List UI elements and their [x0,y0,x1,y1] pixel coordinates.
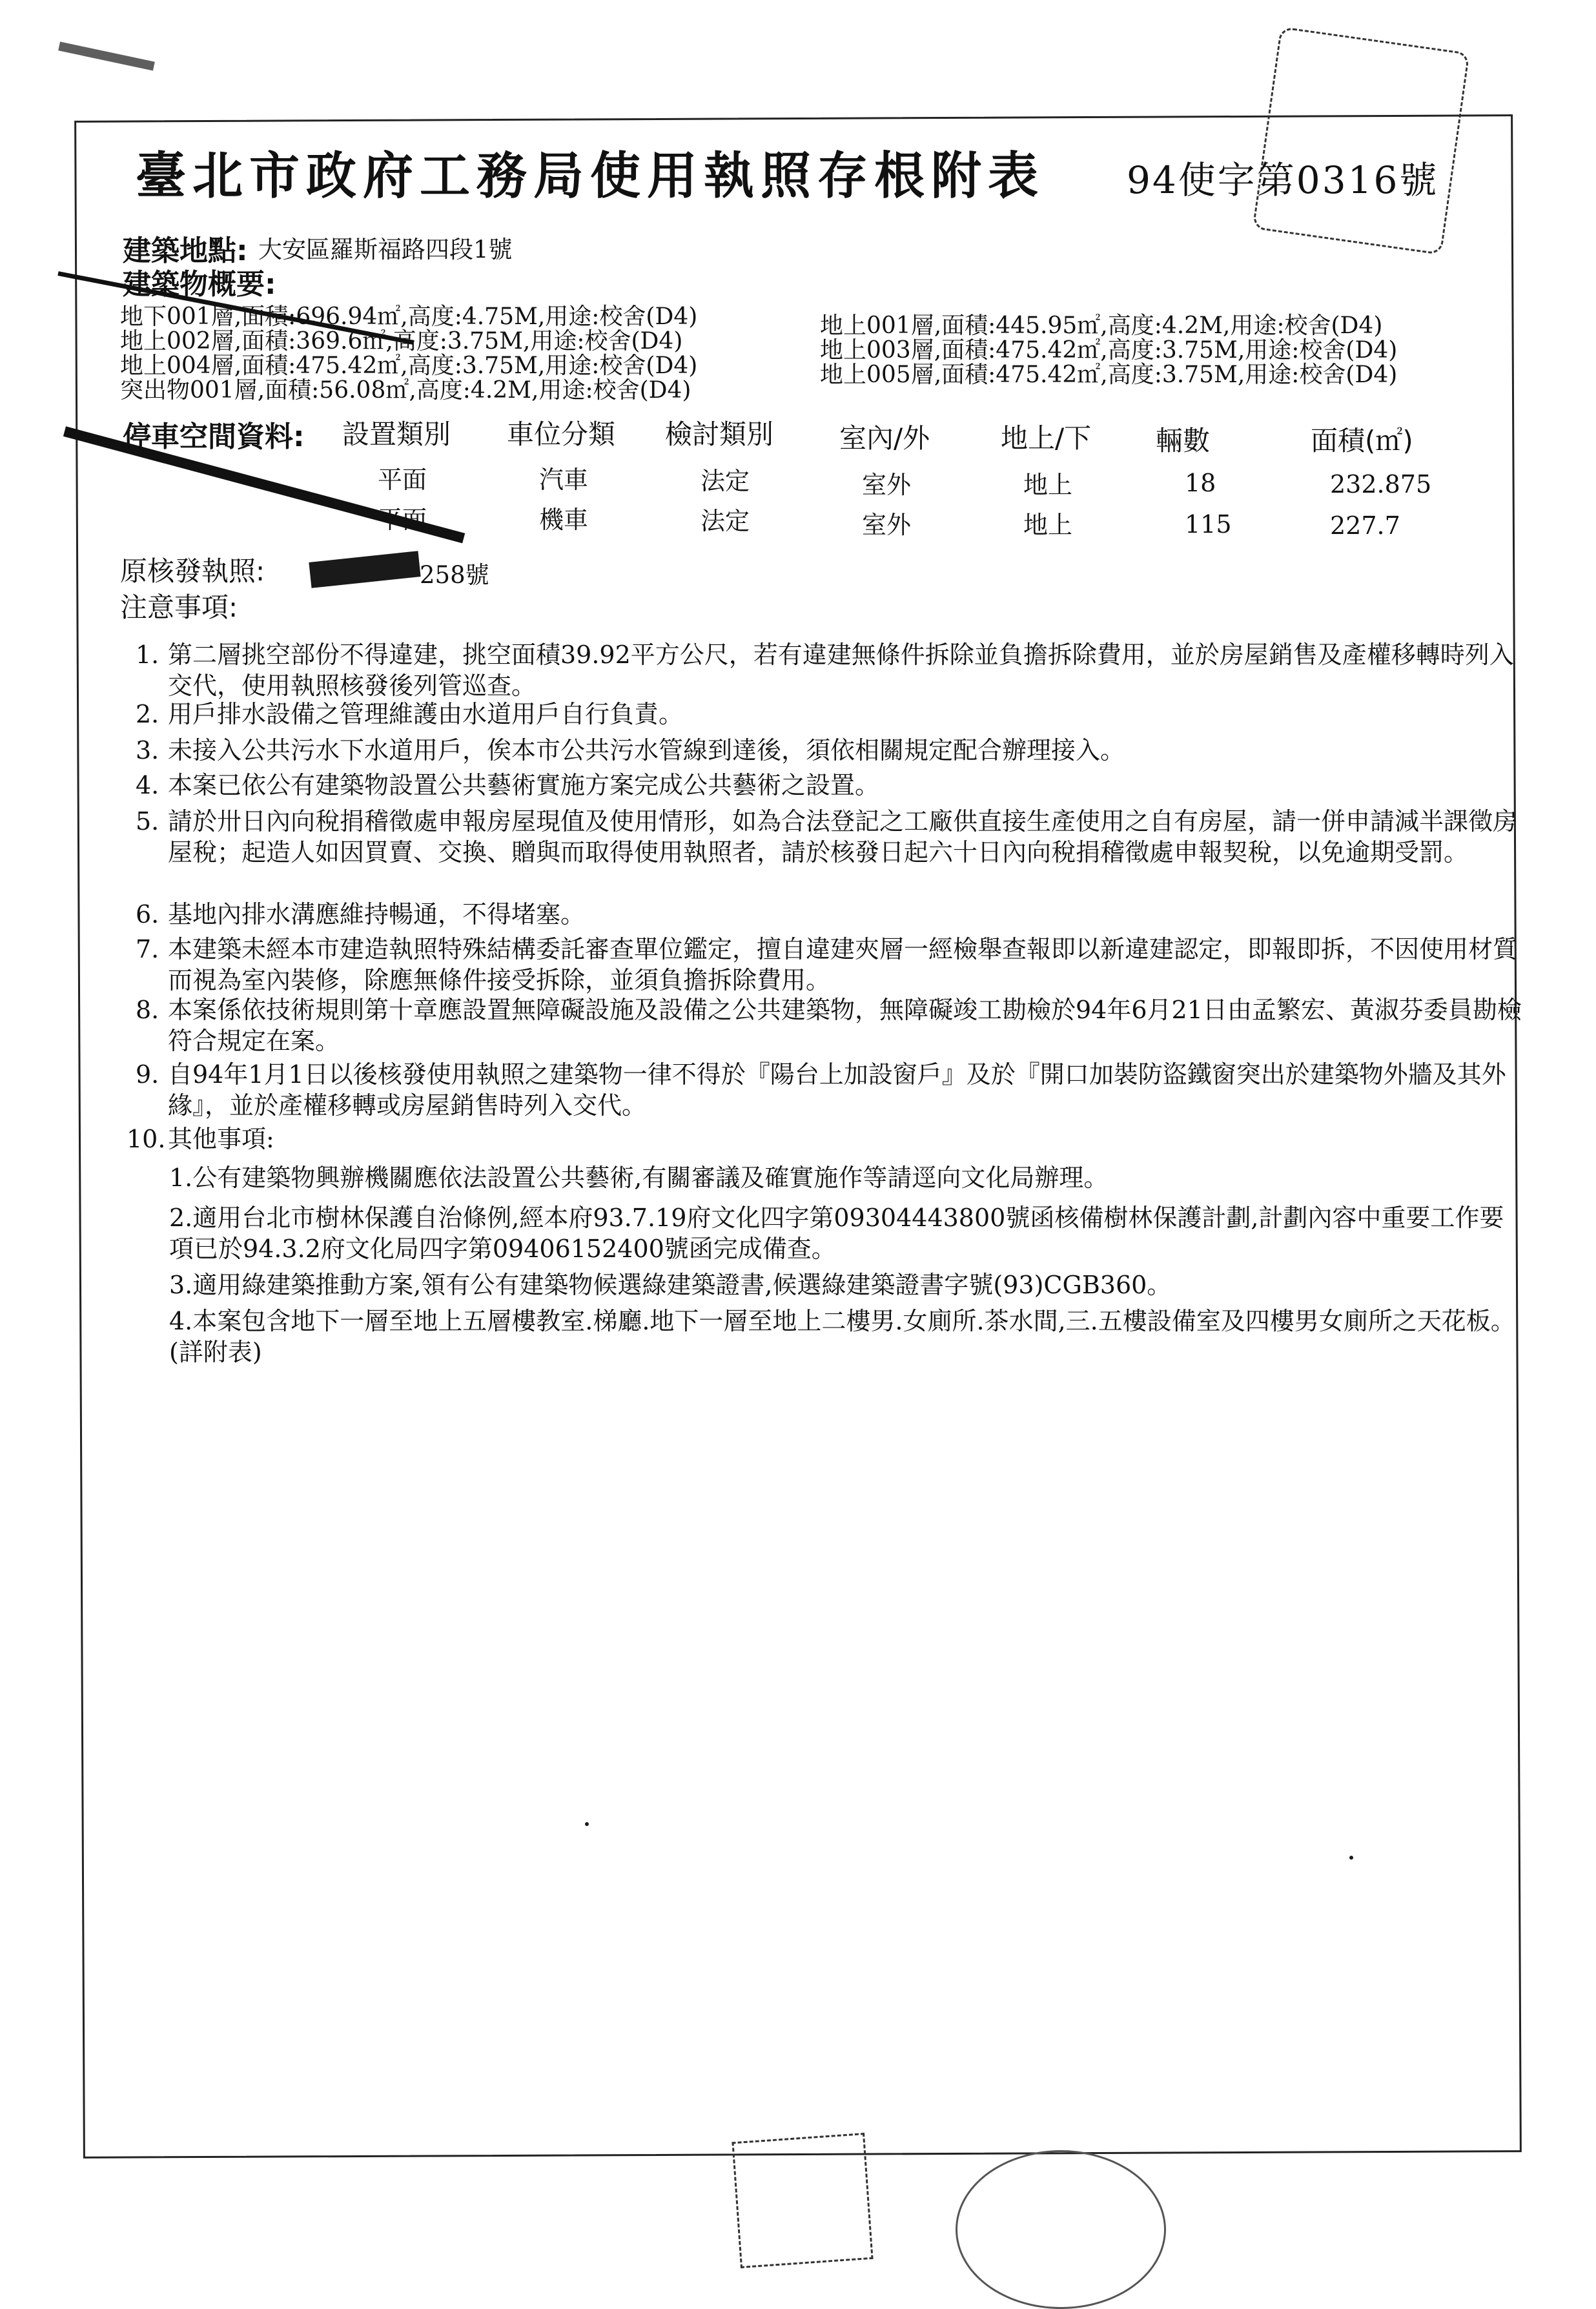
note-5-text: 請於卅日內向稅捐稽徵處申報房屋現值及使用情形，如為合法登記之工廠供直接生產使用之自有房屋，請一併申請減半課徵房屋稅；起造人如因買賣、交換、贈與而取得使用執照者，請於核發日起六十日內向稅捐稽徵處申報契稅，以免逾期受罰。 [168,807,1518,867]
parking-r1-level: 地上 [1023,471,1073,499]
parking-header-review: 檢討類別 [665,418,774,450]
overview-label: 建築物概要: [123,268,276,301]
note-10-number: 10. [127,1125,166,1153]
original-permit-value: 258號 [420,561,489,589]
overview-left-1: 地下001層,面積:696.94㎡,高度:4.75M,用途:校舍(D4) [120,303,698,330]
note-10-text: 其他事項: [168,1125,274,1153]
parking-header-type: 車位分類 [507,418,616,450]
note-3 [136,735,1524,766]
note-6-number: 6. [136,900,159,929]
parking-header-level: 地上/下 [1001,422,1092,454]
scan-speck [1349,1856,1353,1860]
note-5-number: 5. [136,807,159,836]
parking-r2-setup: 平面 [378,506,427,534]
note-2-number: 2. [136,700,159,728]
note-10 [127,1124,1515,1154]
note-6 [136,899,1524,930]
site-label: 建築地點: [123,234,248,267]
parking-r2-count: 115 [1185,510,1232,539]
original-permit-label: 原核發執照: [120,555,265,587]
notes-label: 注意事項: [120,591,238,623]
note-5 [136,806,1524,868]
parking-header-indoor: 室內/外 [839,422,930,454]
parking-r1-indoor: 室外 [862,471,912,499]
scan-speck [585,1822,589,1826]
note-1-number: 1. [136,641,159,669]
parking-r2-review: 法定 [701,507,750,535]
overview-left-3: 地上004層,面積:475.42㎡,高度:3.75M,用途:校舍(D4) [120,353,698,379]
parking-r1-area: 232.875 [1330,470,1432,498]
seal-stamp-bottom [732,2133,873,2268]
note-1 [136,639,1524,701]
note-7-number: 7. [136,935,159,963]
note-1-text: 第二層挑空部份不得違建，挑空面積39.92平方公尺，若有違建無條件拆除並負擔拆除費用，並於房屋銷售及產權移轉時列入交代，使用執照核發後列管巡查。 [168,641,1514,700]
overview-left-4: 突出物001層,面積:56.08㎡,高度:4.2M,用途:校舍(D4) [120,377,691,404]
parking-r1-type: 汽車 [539,466,589,494]
overview-right-3: 地上005層,面積:475.42㎡,高度:3.75M,用途:校舍(D4) [820,362,1398,388]
note-3-number: 3. [136,736,159,765]
note-6-text: 基地內排水溝應維持暢通，不得堵塞。 [168,900,586,929]
sub-note-3: 3.適用綠建築推動方案,領有公有建築物候選綠建築證書,候選綠建築證書字號(93)CGB360。 [169,1271,1172,1299]
scan-mark-top-left [58,42,155,71]
sub-note-1: 1.公有建築物興辦機關應依法設置公共藝術,有關審議及確實施作等請逕向文化局辦理。 [169,1164,1109,1192]
note-9-number: 9. [136,1060,159,1089]
note-4-text: 本案已依公有建築物設置公共藝術實施方案完成公共藝術之設置。 [168,771,880,799]
note-4 [136,770,1524,801]
note-2-text: 用戶排水設備之管理維護由水道用戶自行負責。 [168,700,684,728]
parking-r2-indoor: 室外 [862,511,912,539]
note-9 [136,1059,1524,1121]
note-7-text: 本建築未經本市建造執照特殊結構委託審查單位鑑定，擅自違建夾層一經檢舉查報即以新違建認定，即報即拆，不因使用材質而視為室內裝修，除應無條件接受拆除，並須負擔拆除費用。 [168,935,1518,994]
note-3-text: 未接入公共污水下水道用戶，俟本市公共污水管線到達後，須依相關規定配合辦理接入。 [168,736,1125,765]
round-stamp-bottom [956,2150,1166,2309]
document-title: 臺北市政府工務局使用執照存根附表 [136,147,1045,205]
parking-header-count: 輛數 [1156,425,1211,457]
parking-r1-count: 18 [1185,469,1216,497]
site-value: 大安區羅斯福路四段1號 [258,236,513,263]
seal-stamp-top-right [1252,26,1469,255]
parking-r1-setup: 平面 [378,466,427,494]
note-4-number: 4. [136,771,159,799]
overview-right-1: 地上001層,面積:445.95㎡,高度:4.2M,用途:校舍(D4) [820,313,1383,339]
parking-header-setup: 設置類別 [342,418,451,450]
overview-right-2: 地上003層,面積:475.42㎡,高度:3.75M,用途:校舍(D4) [820,337,1398,364]
note-8-text: 本案係依技術規則第十章應設置無障礙設施及設備之公共建築物，無障礙竣工勘檢於94年6月21日由孟繁宏、黃淑芬委員勘檢符合規定在案。 [168,996,1522,1055]
parking-label: 停車空間資料: [123,420,305,453]
sub-note-4: 4.本案包含地下一層至地上五層樓教室.梯廳.地下一層至地上二樓男.女廁所.茶水間,三.五樓設備室及四樓男女廁所之天花板。(詳附表) [169,1307,1515,1366]
parking-r1-review: 法定 [701,467,750,495]
parking-r2-level: 地上 [1023,511,1073,539]
permit-number: 94使字第0316號 [1127,158,1439,202]
parking-header-area: 面積(㎡) [1311,425,1413,457]
sub-note-2: 2.適用台北市樹林保護自治條例,經本府93.7.19府文化四字第09304443800號函核備樹林保護計劃,計劃內容中重要工作要項已於94.3.2府文化局四字第09406152400號函完成備查。 [169,1204,1504,1263]
note-8 [136,994,1524,1056]
note-7 [136,934,1524,996]
note-9-text: 自94年1月1日以後核發使用執照之建築物一律不得於『陽台上加設窗戶』及於『開口加裝防盜鐵窗突出於建築物外牆及其外緣』，並於產權移轉或房屋銷售時列入交代。 [168,1060,1506,1120]
overview-left-2: 地上002層,面積:369.6㎡,高度:3.75M,用途:校舍(D4) [120,328,683,354]
parking-r2-type: 機車 [539,506,589,534]
note-2 [136,699,1524,730]
note-8-number: 8. [136,996,159,1024]
parking-r2-area: 227.7 [1330,511,1400,540]
